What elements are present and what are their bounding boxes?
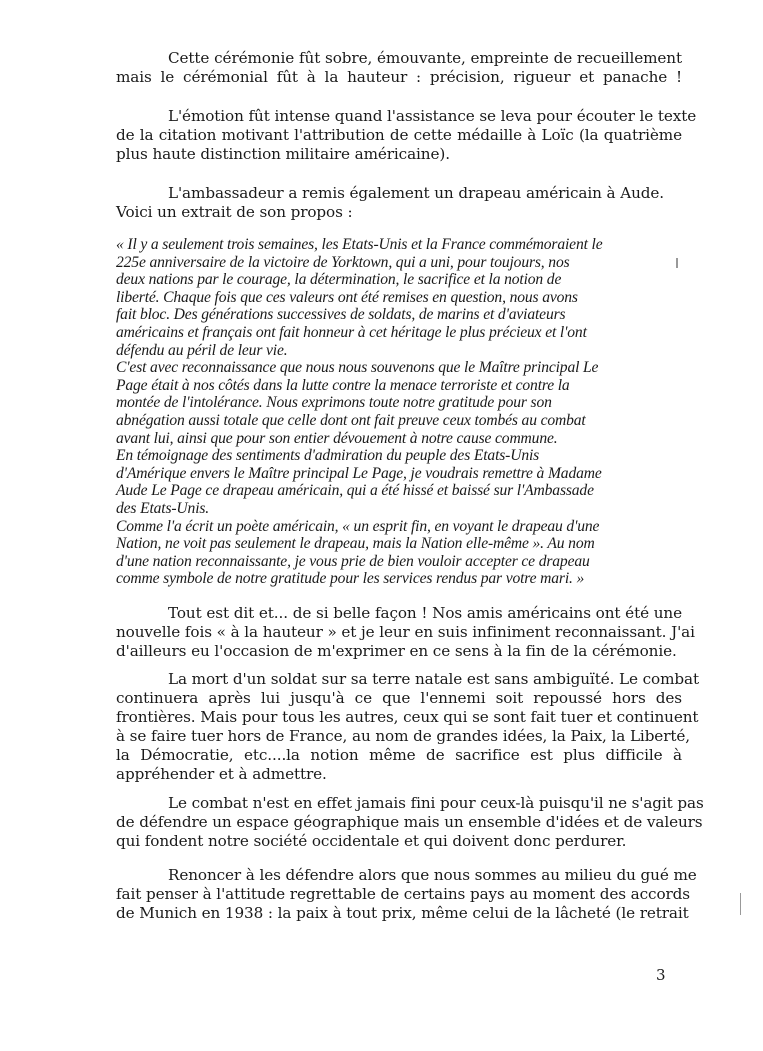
paragraph-gratitude <box>116 604 695 661</box>
text-line: qui fondent notre société occidentale et qui doivent donc perdurer. <box>116 832 627 850</box>
quote-line: En témoignage des sentiments d'admiration du peuple des Etats-Unis <box>116 447 540 465</box>
paragraph-ambassador <box>116 184 682 222</box>
quote-line: 225e anniversaire de la victoire de Yorktown, qui a uni, pour toujours, nos <box>116 253 570 271</box>
text-line: de la citation motivant l'attribution de cette médaille à Loïc (la quatrième <box>116 126 682 144</box>
quote-line: défendu au péril de leur vie. <box>116 341 288 359</box>
quote-line: Nation, ne voit pas seulement le drapeau, mais la Nation elle-même ». Au nom <box>116 535 595 553</box>
quote-line: liberté. Chaque fois que ces valeurs ont été remises en question, nous avons <box>116 288 578 306</box>
ambassador-quote <box>116 236 682 588</box>
quote-line: fait bloc. Des générations successives de soldats, de marins et d'aviateurs <box>116 306 566 324</box>
text-line: Le combat n'est en effet jamais fini pour ceux-là puisqu'il ne s'agit pas <box>168 794 704 812</box>
paragraph-ceremony <box>116 49 682 87</box>
quote-line: deux nations par le courage, la détermination, le sacrifice et la notion de <box>116 271 562 289</box>
scan-artifact <box>676 258 678 268</box>
text-line: La mort d'un soldat sur sa terre natale est sans ambiguïté. Le combat <box>168 670 699 688</box>
quote-line: comme symbole de notre gratitude pour les services rendus par votre mari. » <box>116 570 585 588</box>
text-line: d'ailleurs eu l'occasion de m'exprimer en ce sens à la fin de la cérémonie. <box>116 642 677 660</box>
quote-line: Aude Le Page ce drapeau américain, qui a été hissé et baissé sur l'Ambassade <box>116 482 594 500</box>
text-line: appréhender et à admettre. <box>116 765 327 783</box>
quote-line: américains et français ont fait honneur à cet héritage le plus précieux et l'ont <box>116 323 587 341</box>
paragraph-munich <box>116 866 697 923</box>
page-number: 3 <box>656 966 666 984</box>
quote-line: C'est avec reconnaissance que nous nous souvenons que le Maître principal Le <box>116 359 599 377</box>
quote-line: des Etats-Unis. <box>116 499 210 517</box>
text-line: Renoncer à les défendre alors que nous sommes au milieu du gué me <box>168 866 697 884</box>
scan-artifact <box>740 893 741 915</box>
paragraph-emotion <box>116 107 697 164</box>
text-line: L'ambassadeur a remis également un drapeau américain à Aude. <box>168 184 664 202</box>
text-line: nouvelle fois « à la hauteur » et je leur en suis infiniment reconnaissant. J'ai <box>116 623 695 641</box>
quote-line: Page était à nos côtés dans la lutte contre la menace terroriste et contre la <box>116 376 570 394</box>
text-line: Tout est dit et... de si belle façon ! Nos amis américains ont été une <box>168 604 682 622</box>
quote-line: Comme l'a écrit un poète américain, « un esprit fin, en voyant le drapeau d'une <box>116 517 600 535</box>
paragraph-soldier-death <box>116 670 699 784</box>
text-line: fait penser à l'attitude regrettable de certains pays au moment des accords <box>116 885 690 903</box>
text-line: Cette cérémonie fût sobre, émouvante, empreinte de recueillement <box>168 49 682 67</box>
text-line: de défendre un espace géographique mais un ensemble d'idées et de valeurs <box>116 813 703 831</box>
text-line: plus haute distinction militaire américaine). <box>116 145 450 163</box>
quote-line: d'Amérique envers le Maître principal Le Page, je voudrais remettre à Madame <box>116 464 602 482</box>
text-line: L'émotion fût intense quand l'assistance se leva pour écouter le texte <box>168 107 697 125</box>
text-line: continuera après lui jusqu'à ce que l'ennemi soit repoussé hors des <box>116 689 682 707</box>
quote-line: avant lui, ainsi que pour son entier dévouement à notre cause commune. <box>116 429 558 447</box>
text-line: mais le cérémonial fût à la hauteur : précision, rigueur et panache ! <box>116 68 682 86</box>
paragraph-combat <box>116 794 704 851</box>
quote-line: montée de l'intolérance. Nous exprimons toute notre gratitude pour son <box>116 394 552 412</box>
text-line: de Munich en 1938 : la paix à tout prix, même celui de la lâcheté (le retrait <box>116 904 689 922</box>
quote-line: d'une nation reconnaissante, je vous prie de bien vouloir accepter ce drapeau <box>116 552 590 570</box>
text-line: à se faire tuer hors de France, au nom de grandes idées, la Paix, la Liberté, <box>116 727 690 745</box>
quote-line: abnégation aussi totale que celle dont ont fait preuve ceux tombés au combat <box>116 411 586 429</box>
text-line: Voici un extrait de son propos : <box>116 203 353 221</box>
text-line: frontières. Mais pour tous les autres, ceux qui se sont fait tuer et continuent <box>116 708 699 726</box>
text-line: la Démocratie, etc....la notion même de sacrifice est plus difficile à <box>116 746 682 764</box>
quote-line: « Il y a seulement trois semaines, les Etats-Unis et la France commémoraient le <box>116 236 603 253</box>
